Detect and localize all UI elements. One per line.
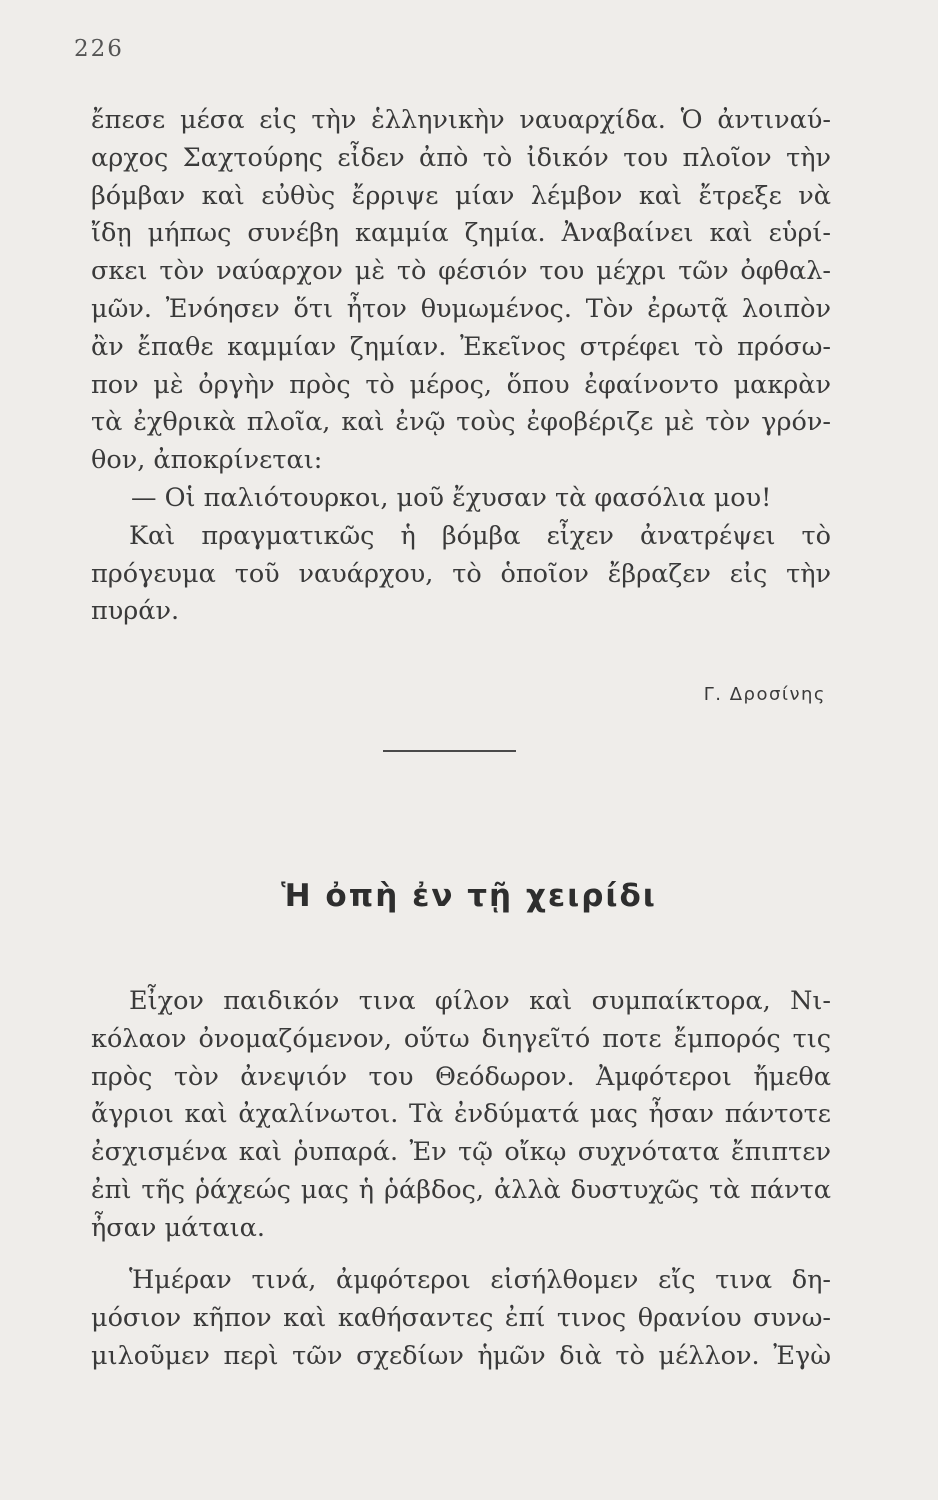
new-story-paragraph-2 (91, 1262, 831, 1375)
text-line: Καὶ πραγματικῶς ἡ βόμβα εἶχεν ἀνατρέψει τὸ (129, 520, 831, 551)
text-line: ἐπὶ τῆς ῥάχεώς μας ἡ ῥάβδος, ἀλλὰ δυστυχῶς τὰ πάντα (91, 1174, 831, 1205)
text-line: βόμβαν καὶ εὐθὺς ἔρριψε μίαν λέμβον καὶ ἔτρεξε νὰ (91, 180, 831, 211)
text-line: ἄγριοι καὶ ἀχαλίνωτοι. Τὰ ἐνδύματά μας ἦσαν πάντοτε (91, 1099, 831, 1130)
text-line: πρόγευμα τοῦ ναυάρχου, τὸ ὁποῖον ἔβραζεν εἰς τὴν (91, 558, 831, 589)
text-line: τὰ ἐχθρικὰ πλοῖα, καὶ ἐνῷ τοὺς ἐφοβέριζε μὲ τὸν γρόν- (91, 407, 831, 438)
new-story-paragraph-1 (91, 983, 831, 1248)
text-line: μιλοῦμεν περὶ τῶν σχεδίων ἡμῶν διὰ τὸ μέλλον. Ἐγὼ (91, 1340, 831, 1371)
section-divider (383, 750, 516, 752)
text-line: αρχος Σαχτούρης εἶδεν ἀπὸ τὸ ἰδικόν του πλοῖον τὴν (91, 142, 831, 173)
text-line: Ἡμέραν τινά, ἀμφότεροι εἰσήλθομεν εἴς τινα δη- (129, 1265, 831, 1295)
text-line: ἐσχισμένα καὶ ῥυπαρά. Ἐν τῷ οἴκῳ συχνότατα ἔπιπτεν (91, 1137, 831, 1168)
text-line: ἦσαν μάταια. (91, 1212, 265, 1243)
text-line: πυράν. (91, 596, 180, 627)
text-line: μόσιον κῆπον καὶ καθήσαντες ἐπί τινος θρανίου συνω- (91, 1302, 831, 1333)
text-line: θον, ἀποκρίνεται: (91, 445, 323, 476)
author-signature: Γ. Δροσίνης (703, 684, 826, 705)
story-ending-text (91, 102, 831, 631)
page-number: 226 (74, 36, 124, 62)
text-line: ἴδῃ μήπως συνέβη καμμία ζημία. Ἀναβαίνει καὶ εὑρί- (91, 218, 831, 249)
text-line: σκει τὸν ναύαρχον μὲ τὸ φέσιόν του μέχρι τῶν ὀφθαλ- (91, 256, 831, 287)
text-line: ἂν ἔπαθε καμμίαν ζημίαν. Ἐκεῖνος στρέφει τὸ πρόσω- (91, 331, 831, 362)
text-line: πρὸς τὸν ἀνεψιόν του Θεόδωρον. Ἀμφότεροι ἤμεθα (91, 1061, 831, 1092)
text-line: πον μὲ ὀργὴν πρὸς τὸ μέρος, ὅπου ἐφαίνοντο μακρὰν (91, 369, 831, 400)
dialogue-line: — Οἱ παλιότουρκοι, μοῦ ἔχυσαν τὰ φασόλια μου! (131, 482, 772, 513)
text-line: μῶν. Ἐνόησεν ὅτι ἦτον θυμωμένος. Τὸν ἐρωτᾷ λοιπὸν (91, 293, 831, 324)
text-line: κόλαον ὀνομαζόμενον, οὕτω διηγεῖτό ποτε ἔμπορός τις (91, 1023, 831, 1054)
text-line: ἔπεσε μέσα εἰς τὴν ἑλληνικὴν ναυαρχίδα. Ὁ ἀντιναύ- (91, 105, 831, 135)
story-title: Ἡ ὀπὴ ἐν τῇ χειρίδι (281, 878, 657, 914)
text-line: Εἶχον παιδικόν τινα φίλον καὶ συμπαίκτορα, Νι- (129, 986, 831, 1016)
